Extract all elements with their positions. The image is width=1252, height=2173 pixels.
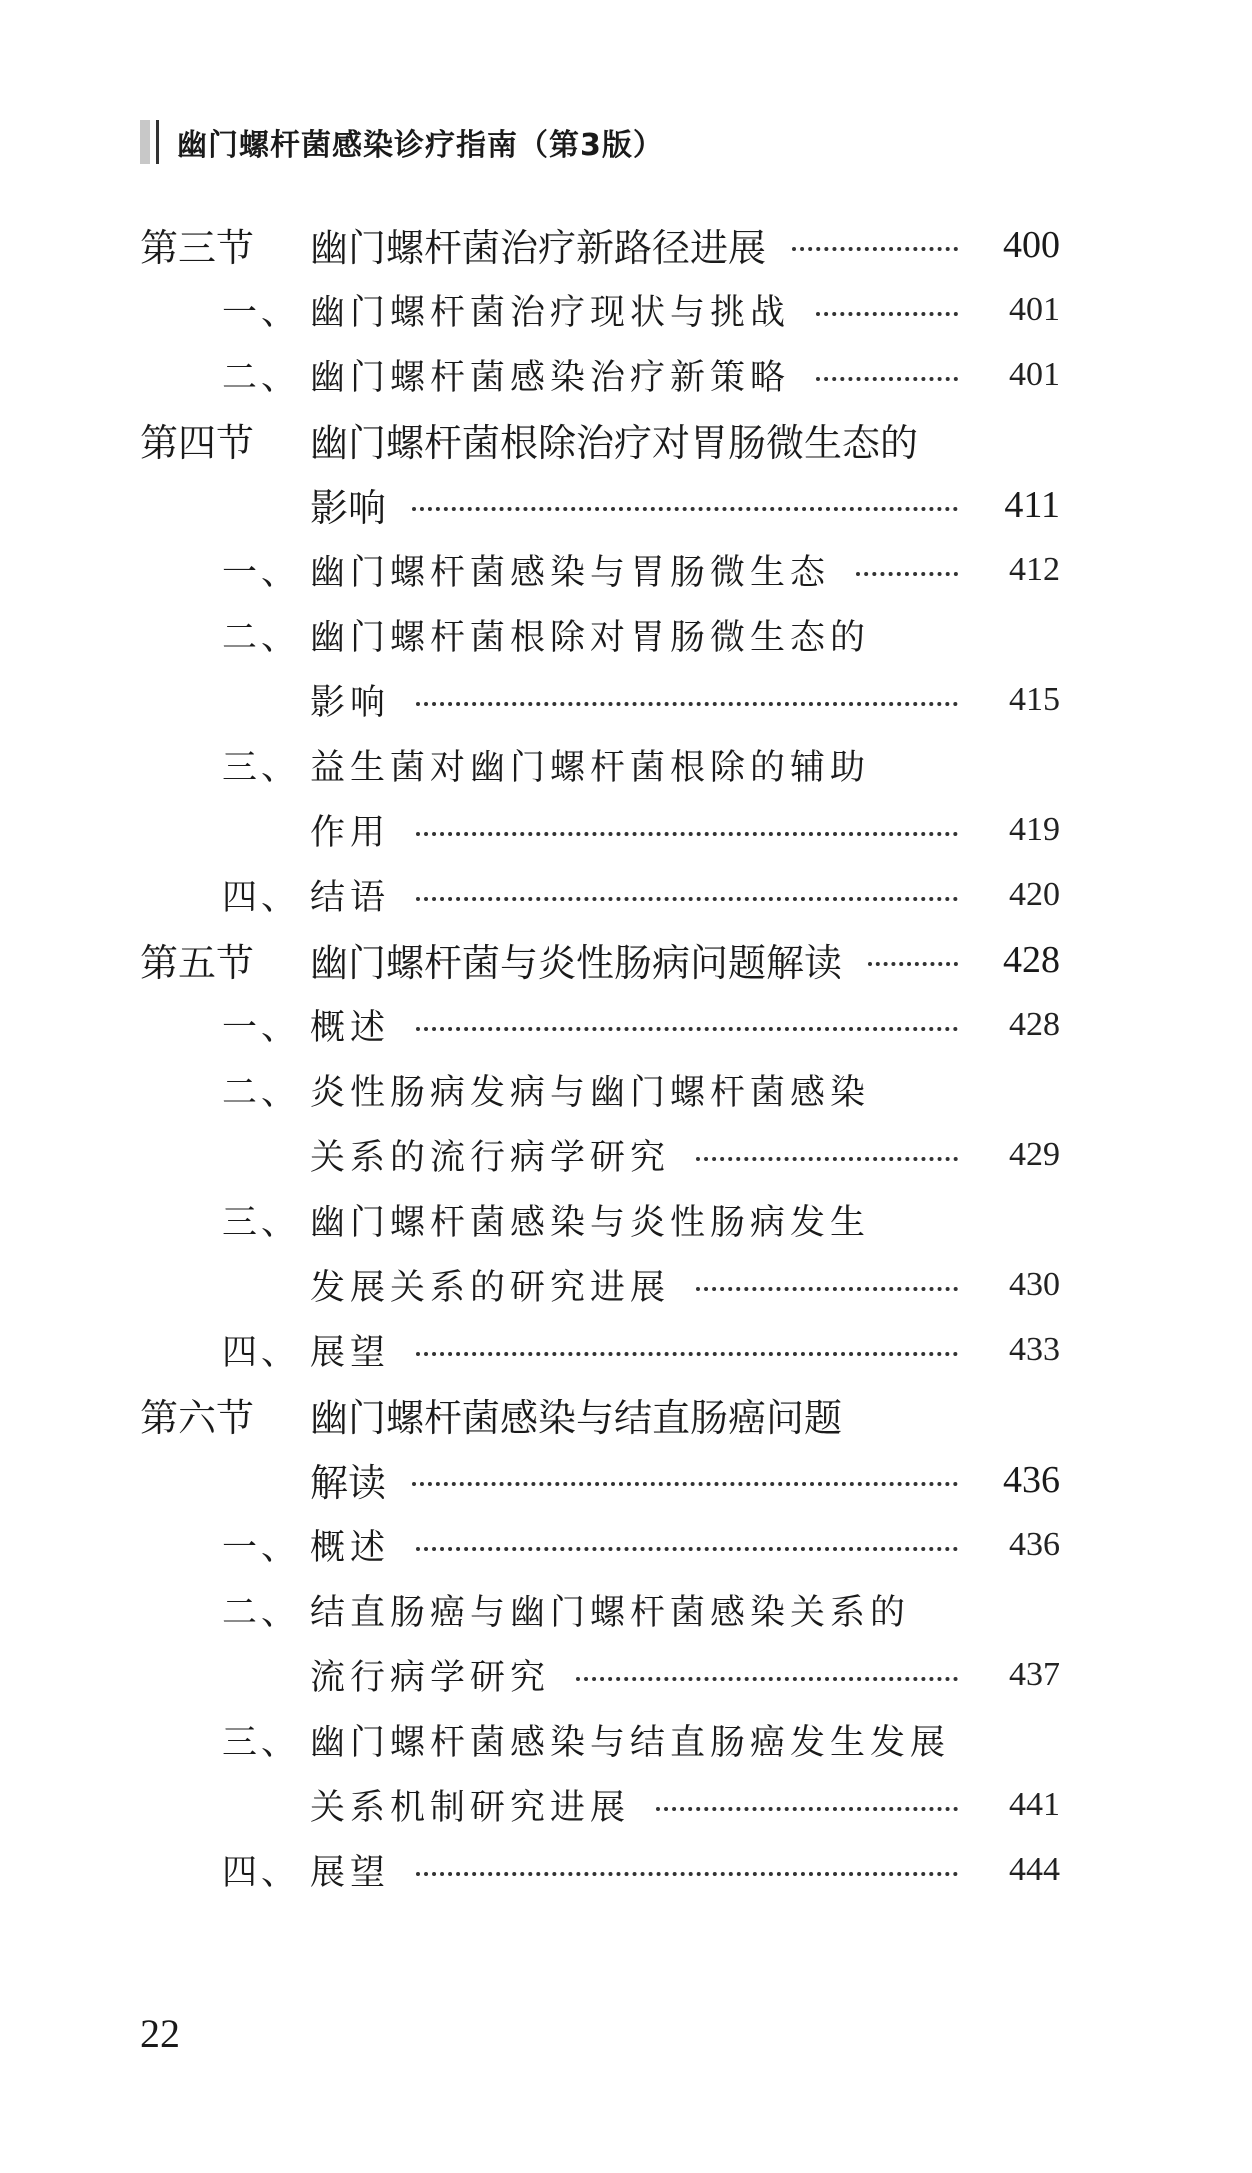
toc-title: 影响 [310,486,387,530]
toc-page: 411 [1004,483,1060,526]
toc-title: 幽门螺杆菌根除对胃肠微生态的 [310,617,871,658]
toc-continuation[interactable] [140,472,1060,537]
toc-label: 三、 [222,1722,301,1763]
toc-label: 三、 [222,1202,301,1243]
toc-entry[interactable] [140,862,1060,927]
toc-entry[interactable] [140,342,1060,407]
toc-label: 第四节 [140,421,255,465]
dot-leader [856,572,958,576]
toc-title: 概述 [310,1007,391,1048]
toc-page: 433 [1009,1330,1060,1368]
toc-label: 三、 [222,747,301,788]
dot-leader [416,702,958,706]
toc-label: 一、 [222,292,301,333]
toc-title: 展望 [310,1332,391,1373]
toc-section-6[interactable] [140,1382,1060,1447]
toc-title: 幽门螺杆菌感染与结直肠癌问题 [310,1396,843,1440]
dot-leader [696,1157,958,1161]
toc-page: 428 [1003,938,1060,981]
toc-title: 展望 [310,1852,391,1893]
toc-label: 二、 [222,617,301,658]
toc-entry[interactable] [140,1512,1060,1577]
toc-label: 四、 [222,1332,301,1373]
toc-page: 415 [1009,680,1060,718]
dot-leader [416,1547,958,1551]
toc-label: 二、 [222,1072,301,1113]
toc-entry[interactable] [140,1187,1060,1252]
dot-leader [792,247,958,251]
toc-label: 一、 [222,552,301,593]
toc-title: 解读 [310,1461,387,1505]
toc-label: 一、 [222,1527,301,1568]
toc-page: 419 [1009,810,1060,848]
toc-section-4[interactable] [140,407,1060,472]
toc-section-5[interactable] [140,927,1060,992]
toc-title: 幽门螺杆菌感染与炎性肠病发生 [310,1202,871,1243]
toc-continuation[interactable] [140,1642,1060,1707]
toc-page: 412 [1009,550,1060,588]
toc-label: 第五节 [140,941,255,985]
dot-leader [412,507,958,511]
toc-title: 影响 [310,682,391,723]
toc-continuation[interactable] [140,667,1060,732]
toc-page: 400 [1003,223,1060,266]
toc-title: 作用 [310,812,391,853]
toc-page: 429 [1009,1135,1060,1173]
toc-title: 益生菌对幽门螺杆菌根除的辅助 [310,747,871,788]
toc-page: 441 [1009,1785,1060,1823]
dot-leader [816,312,958,316]
toc-entry[interactable] [140,732,1060,797]
toc-continuation[interactable] [140,1447,1060,1512]
toc-page: 401 [1009,355,1060,393]
page-number: 22 [140,2011,180,2056]
toc-label: 四、 [222,877,301,918]
toc-page: 437 [1009,1655,1060,1693]
toc-continuation[interactable] [140,797,1060,862]
toc-continuation[interactable] [140,1122,1060,1187]
dot-leader [576,1677,958,1681]
toc-section-3[interactable] [140,212,1060,277]
dot-leader [412,1482,958,1486]
toc-entry[interactable] [140,1317,1060,1382]
dot-leader [868,962,958,966]
dot-leader [416,1872,958,1876]
toc-title: 发展关系的研究进展 [310,1267,671,1308]
dot-leader [416,897,958,901]
toc-title: 幽门螺杆菌与炎性肠病问题解读 [310,941,843,985]
toc-continuation[interactable] [140,1252,1060,1317]
toc-entry[interactable] [140,1707,1060,1772]
book-title: 幽门螺杆菌感染诊疗指南（第3版） [177,128,664,163]
toc-label: 一、 [222,1007,301,1048]
toc-title: 幽门螺杆菌治疗现状与挑战 [310,292,791,333]
toc-entry[interactable] [140,537,1060,602]
toc-entry[interactable] [140,992,1060,1057]
toc-page: 436 [1009,1525,1060,1563]
dot-leader [416,1027,958,1031]
toc-title: 幽门螺杆菌感染与结直肠癌发生发展 [310,1722,951,1763]
toc-label: 四、 [222,1852,301,1893]
toc-label: 二、 [222,1592,301,1633]
toc-title: 幽门螺杆菌感染治疗新策略 [310,357,791,398]
dot-leader [656,1807,958,1811]
toc-title: 结直肠癌与幽门螺杆菌感染关系的 [310,1592,911,1633]
toc-title: 关系的流行病学研究 [310,1137,671,1178]
toc-label: 二、 [222,357,301,398]
toc-page: 444 [1009,1850,1060,1888]
toc-title: 结语 [310,877,391,918]
toc-page: 436 [1003,1458,1060,1501]
header-decor-bar [140,120,150,164]
table-of-contents [140,212,1060,1902]
dot-leader [416,1352,958,1356]
toc-entry[interactable] [140,277,1060,342]
toc-title: 炎性肠病发病与幽门螺杆菌感染 [310,1072,871,1113]
dot-leader [816,377,958,381]
toc-page: 420 [1009,875,1060,913]
running-header [140,118,664,166]
toc-title: 关系机制研究进展 [310,1787,631,1828]
toc-title: 幽门螺杆菌治疗新路径进展 [310,226,767,270]
toc-title: 流行病学研究 [310,1657,551,1698]
toc-title: 幽门螺杆菌感染与胃肠微生态 [310,552,831,593]
toc-continuation[interactable] [140,1772,1060,1837]
toc-title: 幽门螺杆菌根除治疗对胃肠微生态的 [310,421,919,465]
toc-entry[interactable] [140,1577,1060,1642]
toc-label: 第三节 [140,226,255,270]
toc-title: 概述 [310,1527,391,1568]
toc-label: 第六节 [140,1396,255,1440]
toc-page: 428 [1009,1005,1060,1043]
dot-leader [416,832,958,836]
dot-leader [696,1287,958,1291]
toc-page: 430 [1009,1265,1060,1303]
toc-entry[interactable] [140,1837,1060,1902]
toc-entry[interactable] [140,1057,1060,1122]
header-decor-line [156,120,159,164]
toc-entry[interactable] [140,602,1060,667]
toc-page: 401 [1009,290,1060,328]
